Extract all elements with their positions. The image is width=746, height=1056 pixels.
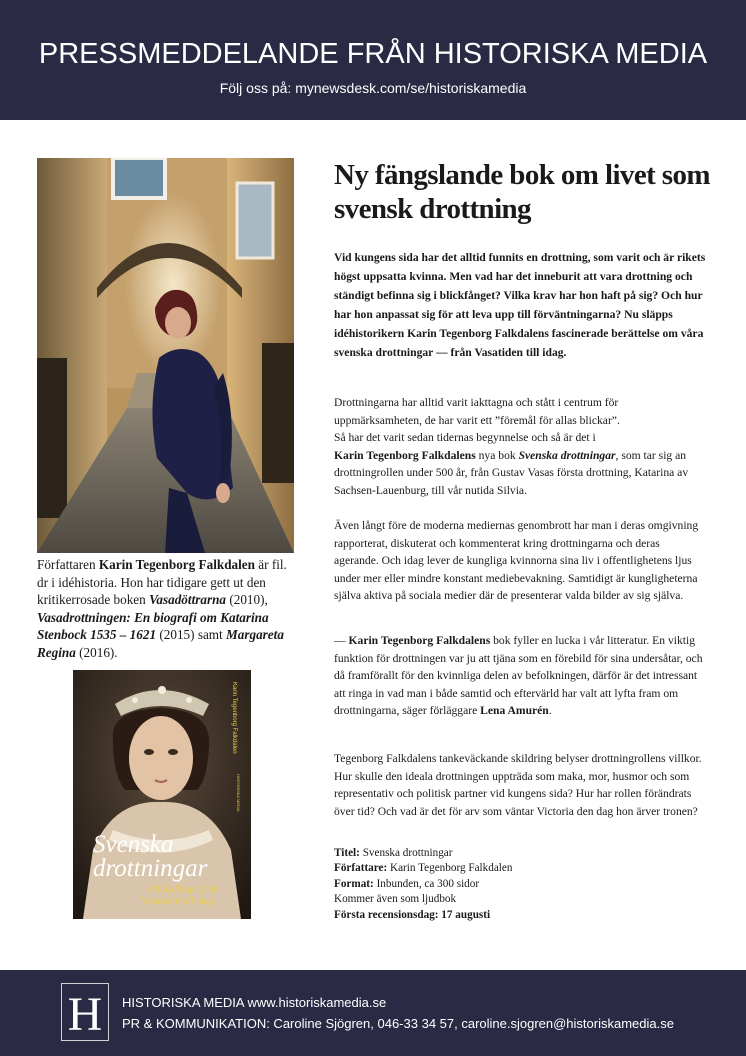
book-facts — [334, 846, 706, 923]
svg-text:H: H — [67, 988, 103, 1041]
cover-subtitle: I blickfånget från — [149, 884, 219, 895]
book-title: Svenska drottningar — [518, 448, 616, 462]
publisher-name: Lena Amurén — [480, 704, 549, 717]
paragraph-text: , som tar sig an drottningrollen under 500 år, från Gustav Vasas första drottning, Katarina av Sachsen-Lauenburg, till vår nutida Silvia. — [334, 448, 689, 497]
author-name: Karin Tegenborg Falkdalens — [348, 634, 491, 647]
paragraph-text: Drottningarna har alltid varit iakttagna och stått i centrum för uppmärksamheten, de har varit ett ”föremål för allas blickar”. — [334, 396, 620, 427]
footer — [0, 970, 746, 1056]
cover-title: Svenska — [93, 831, 174, 858]
footer-contact: PR & KOMMUNIKATION: Caroline Sjögren, 046-33 34 57, caroline.sjogren@historiskamedia.se — [122, 1016, 674, 1031]
caption-text: (2016). — [75, 644, 118, 660]
fact-author: Författare: Karin Tegenborg Falkdalen — [334, 862, 513, 875]
quote-dash: — — [334, 634, 349, 647]
fact-review-date: Första recensionsdag: 17 augusti — [334, 908, 491, 921]
author-photo — [37, 158, 294, 553]
cover-title: drottningar — [93, 855, 208, 882]
footer-brand-name: HISTORISKA MEDIA — [122, 995, 244, 1010]
paragraph-text: nya bok — [475, 448, 519, 462]
caption-book-title: Vasadöttrarna — [149, 592, 227, 608]
footer-brand — [122, 995, 386, 1010]
caption-author: Karin Tegenborg Falkdalen — [98, 557, 255, 572]
caption-book-title: Vasadrottningen: En biografi om Katarina Stenbock 1535 – 1621 — [37, 609, 269, 643]
caption-text: är fil. dr i idéhistoria. Hon har tidigare gett ut den kritikerrosade boken — [37, 557, 287, 608]
caption-text: (2015) samt — [156, 627, 227, 643]
fact-audiobook: Kommer även som ljudbok — [334, 893, 457, 906]
paragraph-1 — [334, 394, 706, 499]
paragraph-3 — [334, 632, 706, 720]
article-title: Ny fängslande bok om livet som svensk drottning — [334, 159, 710, 225]
cover-spine-author: Karin Tegenborg Falkdalen — [231, 682, 237, 754]
paragraph-4: Tegenborg Falkdalens tankeväckande skildring belyser drottningrollens villkor. Hur skulle den ideala drottningen uppträda som maka, mor, husmor och som representativ och politisk partner vid kungens sida? Hur har rollen förändrats över tid? Och vad är det för arv som väntar Victoria den dag hon ärver tronen? — [334, 752, 702, 818]
header — [0, 0, 746, 120]
caption-text: (2010), — [226, 592, 268, 608]
header-title: PRESSMEDDELANDE FRÅN HISTORISKA MEDIA — [38, 38, 708, 70]
book-cover — [73, 670, 251, 919]
paragraph-2: Även långt före de moderna mediernas genombrott har man i deras omgivning rapporterat, diskuterat och kommenterat kring drottningarna och deras agerande. Och idag lever de kungliga kvinnorna sina liv i offentlighetens ljus under mer eller mindre konstant mediebevakning. Samtidigt är kungligheterna själva aktiva på sociala medier där de presenterar valda bilder av sig själva. — [334, 519, 699, 602]
fact-title: Titel: Svenska drottningar — [334, 847, 453, 859]
caption-text: Författaren — [37, 557, 99, 572]
footer-website-link[interactable]: www.historiskamedia.se — [243, 995, 387, 1010]
paragraph-text: Så har det varit sedan tidernas begynnelse och så är det i — [334, 431, 596, 444]
author-name: Karin Tegenborg Falkdalens — [334, 448, 476, 462]
article-lead: Vid kungens sida har det alltid funnits en drottning, som varit och är rikets högst uppsatta kvinna. Men vad har det inneburit att vara drottning och ständigt befinna sig i blickfånget? Vilka krav har hon haft på sig? Och hur har hon anpassat sig för att leva upp till förväntningarna? Nu släpps idéhistorikern Karin Tegenborg Falkdalens fascinerade berättelse om våra svenska drottningar — från Vasatiden till idag. — [334, 251, 706, 359]
paragraph-text: . — [548, 704, 552, 717]
cover-spine-publisher: HISTORISKA MEDIA — [236, 774, 241, 812]
historiska-media-logo — [61, 983, 109, 1041]
fact-format: Format: Inbunden, ca 300 sidor — [334, 877, 480, 890]
caption-book-title: Margareta Regina — [37, 627, 284, 660]
header-subtitle: Följ oss på: mynewsdesk.com/se/historiskamedia — [219, 80, 527, 96]
author-caption — [37, 556, 295, 662]
cover-subtitle: Vasatiden till idag — [141, 896, 214, 907]
paragraph-text: bok fyller en lucka i vår litteratur. En viktig funktion för drottningen var ju att tjäna som en förebild för sina undersåtar, och då framförallt för den kvinnliga delen av befolkningen, därför är det intressant att ringa in vad man i både samtid och eftervärld har valt att lyfta fram om drottningarna, säger förläggare — [334, 634, 703, 717]
